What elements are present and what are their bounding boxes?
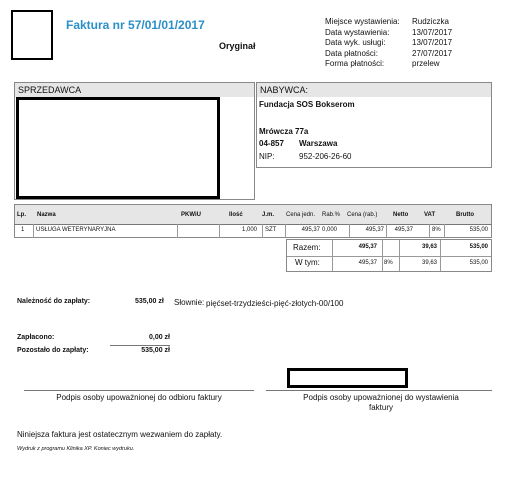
paid-label: Zapłacono: <box>17 334 55 341</box>
remaining-label: Pozostało do zapłaty: <box>17 347 89 354</box>
col-nazwa: Nazwa <box>37 212 56 218</box>
buyer-nip-label: NIP: <box>259 152 275 161</box>
col-cena-jedn: Cena jedn. <box>286 212 316 218</box>
amount-in-words: pięćset-trzydzieści-pięć-złotych-00/100 <box>206 299 344 308</box>
meta-row <box>325 17 452 28</box>
meta-label: Data wystawienia: <box>325 27 390 37</box>
col-cena-rab: Cena (rab.) <box>347 212 378 218</box>
col-netto: Netto <box>393 212 409 218</box>
receiver-signature-line <box>24 390 254 391</box>
col-pkwiu: PKWiU <box>181 212 201 218</box>
meta-row <box>325 59 452 70</box>
meta-value: 13/07/2017 <box>412 27 453 37</box>
meta-label: Miejsce wystawienia: <box>325 17 400 26</box>
razem-netto: 495,37 <box>358 244 377 250</box>
col-vat: VAT <box>424 212 436 218</box>
razem-brutto: 535,00 <box>469 244 488 250</box>
row-rabat: 0,000 <box>322 227 338 233</box>
seller-heading: SPRZEDAWCA <box>15 83 254 97</box>
remaining-value: 535,00 zł <box>141 347 170 354</box>
paid-underline <box>110 345 170 346</box>
meta-row <box>325 49 452 60</box>
meta-value: Rudziczka <box>412 17 449 26</box>
razem-vat: 39,63 <box>421 244 437 250</box>
issuer-signature-line <box>266 390 492 391</box>
row-cena-rab: 495,37 <box>365 227 384 233</box>
razem-label: Razem: <box>293 243 321 252</box>
receiver-signature-caption: Podpis osoby upoważnionej do odbioru faktury <box>56 393 222 402</box>
row-brutto: 535,00 <box>469 227 488 233</box>
meta-label: Forma płatności: <box>325 59 385 68</box>
due-value: 535,00 zł <box>135 298 164 305</box>
col-brutto: Brutto <box>456 212 474 218</box>
col-rabat: Rab.% <box>322 212 341 218</box>
seller-redaction <box>16 97 220 199</box>
buyer-city: Warszawa <box>299 139 338 148</box>
copy-label: Oryginał <box>219 41 256 51</box>
buyer-box <box>256 82 492 168</box>
footer-program: Wydruk z programu Klinika XP. Koniec wydruku. <box>17 446 135 452</box>
row-lp: 1 <box>21 227 25 233</box>
meta-label: Data wyk. usługi: <box>325 38 386 47</box>
row-nazwa: USŁUGA WETERYNARYJNA <box>36 227 116 233</box>
row-vat: 8% <box>432 227 441 233</box>
items-header-bg <box>15 205 491 225</box>
logo-placeholder <box>11 10 53 60</box>
wtym-label: W tym: <box>295 258 320 267</box>
wtym-brutto: 535,00 <box>469 260 488 266</box>
row-netto: 495,37 <box>394 227 413 233</box>
footer-note: Niniejsza faktura jest ostatecznym wezwaniem do zapłaty. <box>17 430 223 439</box>
meta-row <box>325 28 452 39</box>
invoice-meta <box>325 17 452 70</box>
row-cena-jedn: 495,37 <box>301 227 320 233</box>
col-lp: Lp. <box>17 212 26 218</box>
words-label: Słownie: <box>174 298 205 307</box>
meta-value: 13/07/2017 <box>412 38 453 47</box>
buyer-nip: 952-206-26-60 <box>299 152 352 161</box>
meta-label: Data płatności: <box>325 48 378 58</box>
row-jm: SZT <box>265 227 277 233</box>
meta-value: 27/07/2017 <box>412 48 453 58</box>
signature-redaction <box>287 368 408 388</box>
buyer-heading: NABYWCA: <box>257 83 491 97</box>
buyer-postcode: 04-857 <box>259 139 284 148</box>
issuer-signature-caption: Podpis osoby upoważnionej do wystawienia faktury <box>303 393 459 412</box>
row-ilosc: 1,000 <box>242 227 258 233</box>
col-jm: J.m. <box>262 212 275 218</box>
wtym-netto: 495,37 <box>358 260 377 266</box>
buyer-street: Mrówcza 77a <box>259 127 309 136</box>
paid-value: 0,00 zł <box>148 334 170 341</box>
meta-value: przelew <box>412 59 440 68</box>
wtym-rate: 8% <box>384 260 393 266</box>
invoice-title: Faktura nr 57/01/01/2017 <box>66 18 205 32</box>
meta-row <box>325 38 452 49</box>
due-label: Należność do zapłaty: <box>17 298 91 305</box>
wtym-vat: 39,63 <box>421 260 437 266</box>
buyer-name: Fundacja SOS Bokserom <box>259 100 355 109</box>
col-ilosc: Ilość <box>229 212 243 218</box>
